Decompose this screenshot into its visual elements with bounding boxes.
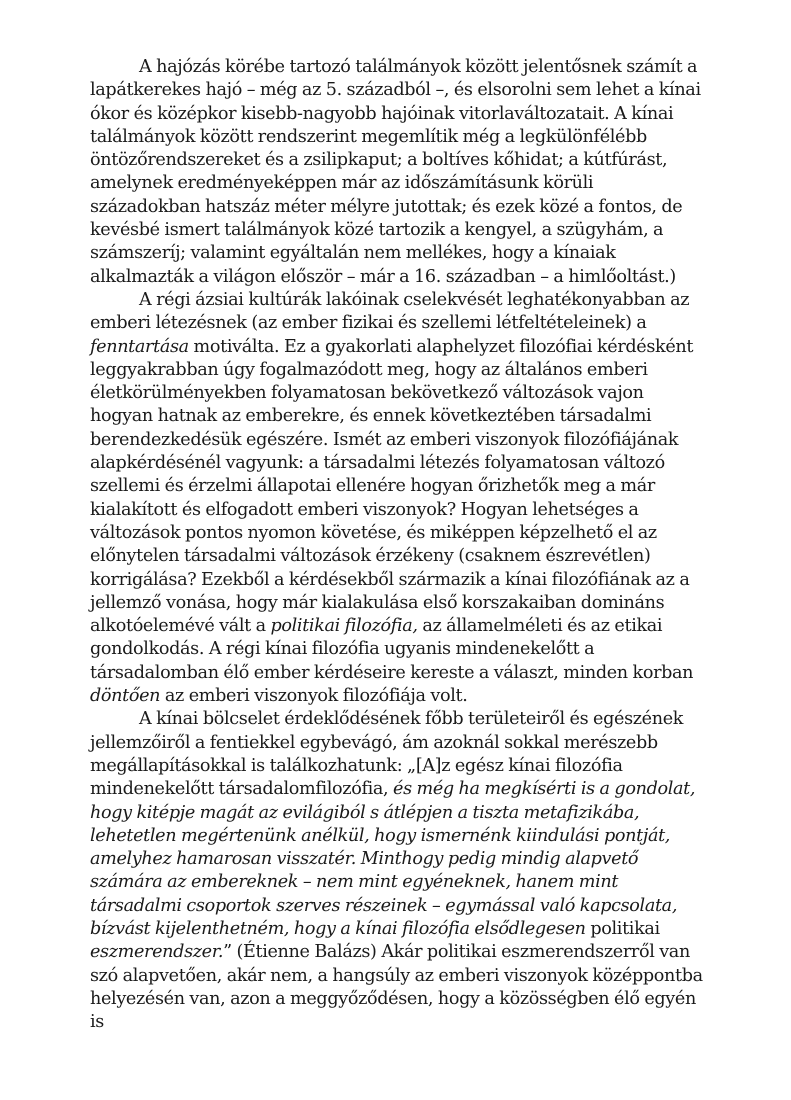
document-page (90, 56, 706, 1034)
text-segment: A kínai bölcselet érdeklődésének főbb területeiről és egészének jellemzőiről a fentiekkel egybevágó, ám azoknál sokkal merészebb megállapításokkal is találkozhatunk: „[A]z egész kínai filozófia mindenekelőtt társadalomfilozófia, (90, 709, 684, 800)
italic-text-segment: döntően (90, 686, 161, 707)
text-segment: politikai (590, 918, 660, 939)
text-segment: A régi ázsiai kultúrák lakóinak cselekvését leghatékonyabban az emberi létezésnek (az ember fizikai és szellemi létfeltételeinek) a (90, 289, 690, 334)
italic-text-segment: és még ha megkísérti is a gondolat, hogy kitépje magát az evilágiból s átlépjen a tiszta metafizikába, lehetetlen megértenünk anélkül, hogy ismernénk kiindulási pontját, amelyhez hamarosan visszatér. Minthogy pedig mindig alapvető számára az embereknek – nem mint egyéneknek, hanem mint társadalmi csoportok szerves részeinek – egymással való kapcsolata, bízvást kijelenthetném, hogy a kínai filozófia elsődlegesen (90, 779, 696, 939)
italic-text-segment: politikai filozófia, (270, 616, 418, 637)
text-segment: az államelméleti és az etikai gondolkodás. A régi kínai filozófia ugyanis mindenekelőtt a társadalomban élő ember kérdéseire kereste a választ, minden korban (90, 616, 694, 683)
paragraph-3 (90, 708, 706, 1034)
text-segment: ” (Étienne Balázs) Akár politikai eszmerendszerről van szó alapvetően, akár nem, a hangsúly az emberi viszonyok középpontba helyezésén van, azon a meggyőződésen, hogy a közösségben élő egyén is (90, 942, 703, 1033)
text-segment: motiválta. Ez a gyakorlati alaphelyzet filozófiai kérdésként leggyakrabban úgy fogalmazódott meg, hogy az általános emberi életkörülményekben folyamatosan bekövetkező változások vajon hogyan hatnak az emberekre, és ennek következtében társadalmi berendezkedésük egészére. Ismét az emberi viszonyok filozófiájának alapkérdésénél vagyunk: a társadalmi létezés folyamatosan változó szellemi és érzelmi állapotai ellenére hogyan őrizhetők meg a már kialakított és elfogadott emberi viszonyok? Hogyan lehetséges a változások pontos nyomon követése, és miképpen képzelhető el az előnytelen társadalmi változások érzékeny (csaknem észrevétlen) korrigálása? Ezekből a kérdésekből származik a kínai filozófiának az a jellemző vonása, hogy már kialakulása első korszakaiban domináns alkotóelemévé vált a (90, 336, 694, 637)
italic-text-segment: fenntartása (90, 336, 189, 357)
paragraph-2 (90, 289, 706, 708)
italic-text-segment: eszmerendszer. (90, 942, 224, 963)
paragraph-1 (90, 56, 706, 289)
text-segment: az emberi viszonyok filozófiája volt. (160, 686, 468, 707)
text-segment: A hajózás körébe tartozó találmányok között jelentősnek számít a lapátkerekes hajó – még az 5. századból –, és elsorolni sem lehet a kínai ókor és középkor kisebb-nagyobb hajóinak vitorlaváltozatait. A kínai találmányok között rendszerint megemlítik még a legkülönfélébb öntözőrendszereket és a zsilipkaput; a boltíves kőhidat; a kútfúrást, amelynek eredményeképpen már az időszámításunk körüli századokban hatszáz méter mélyre jutottak; és ezek közé a fontos, de kevésbé ismert találmányok közé tartozik a kengyel, a szügyhám, a számszeríj; valamint egyáltalán nem mellékes, hogy a kínaiak alkalmazták a világon először – már a 16. században – a himlőoltást.) (90, 57, 701, 287)
